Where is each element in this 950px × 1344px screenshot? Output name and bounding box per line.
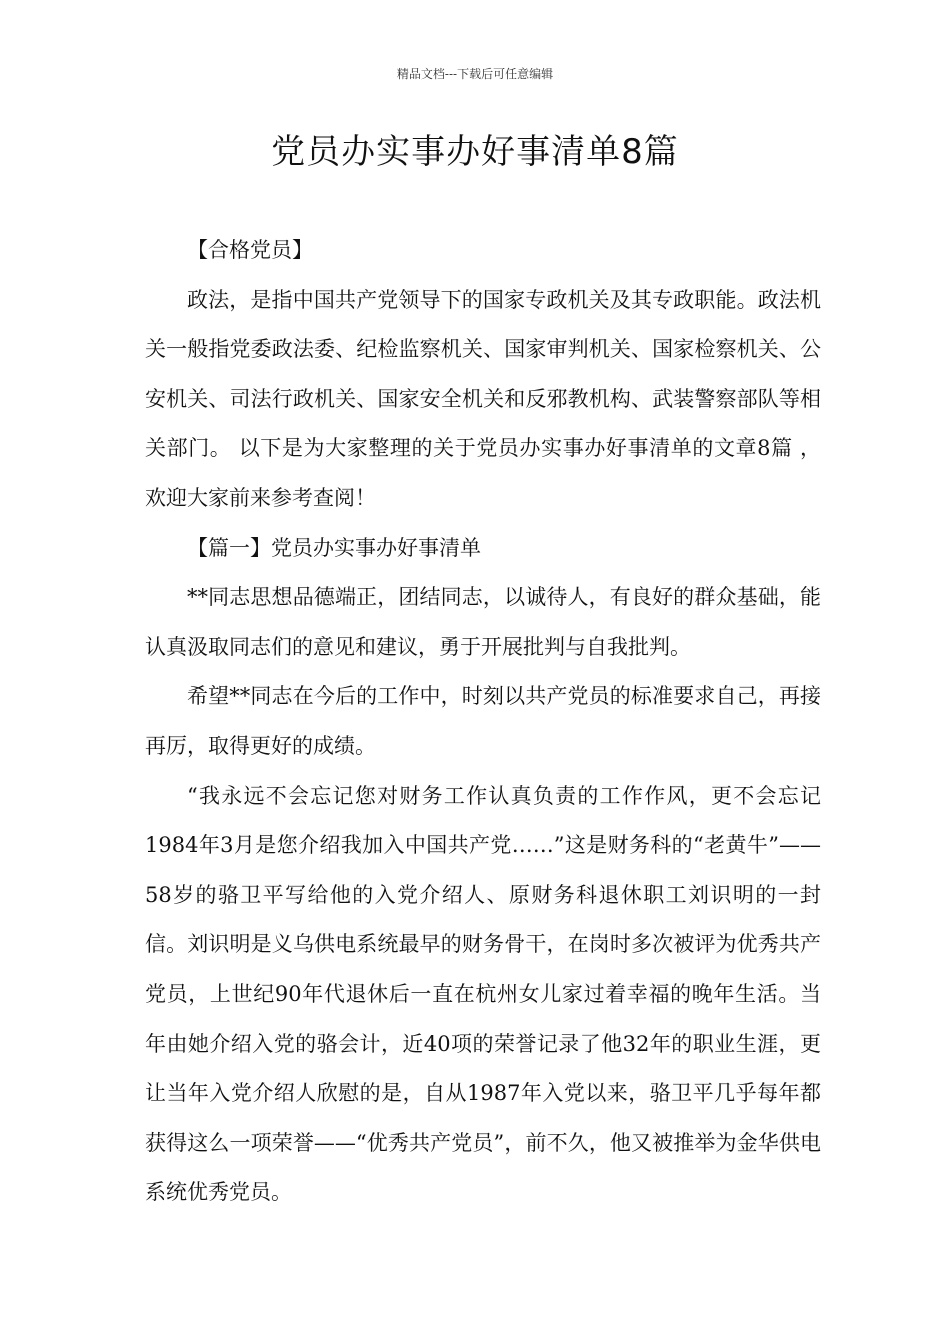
intro-paragraph: 政法，是指中国共产党领导下的国家专政机关及其专政职能。政法机关一般指党委政法委、纪检监察机关、国家审判机关、国家检察机关、公安机关、司法行政机关、国家安全机关和反邪教机构、武装警察部队等相关部门。 以下是为大家整理的关于党员办实事办好事清单的文章8篇 ，欢迎大家前来参考查阅！ (145, 287, 821, 510)
section-heading-qualified-member: 【合格党员】 (187, 238, 313, 262)
document-title: 党员办实事办好事清单8篇 (271, 132, 679, 172)
header-note: 精品文档---下载后可任意编辑 (396, 67, 554, 81)
body-paragraph: **同志思想品德端正，团结同志，以诚待人，有良好的群众基础，能认真汲取同志们的意见和建议，勇于开展批判与自我批判。 (145, 585, 821, 659)
section-heading-part-one: 【篇一】党员办实事办好事清单 (187, 535, 481, 560)
body-paragraph: “我永远不会忘记您对财务工作认真负责的工作作风，更不会忘记1984年3月是您介绍我加入中国共产党……”这是财务科的“老黄牛”——58岁的骆卫平写给他的入党介绍人、原财务科退休职工刘识明的一封信。刘识明是义乌供电系统最早的财务骨干，在岗时多次被评为优秀共产党员，上世纪90年代退休后一直在杭州女儿家过着幸福的晚年生活。当年由她介绍入党的骆会计，近40项的荣誉记录了他32年的职业生涯，更让当年入党介绍人欣慰的是，自从1987年入党以来，骆卫平几乎每年都获得这么一项荣誉——“优秀共产党员”，前不久，他又被推举为金华供电系统优秀党员。 (145, 783, 821, 1205)
body-paragraph: 希望**同志在今后的工作中，时刻以共产党员的标准要求自己，再接再厉，取得更好的成绩。 (145, 684, 821, 758)
document-body (145, 226, 821, 1218)
